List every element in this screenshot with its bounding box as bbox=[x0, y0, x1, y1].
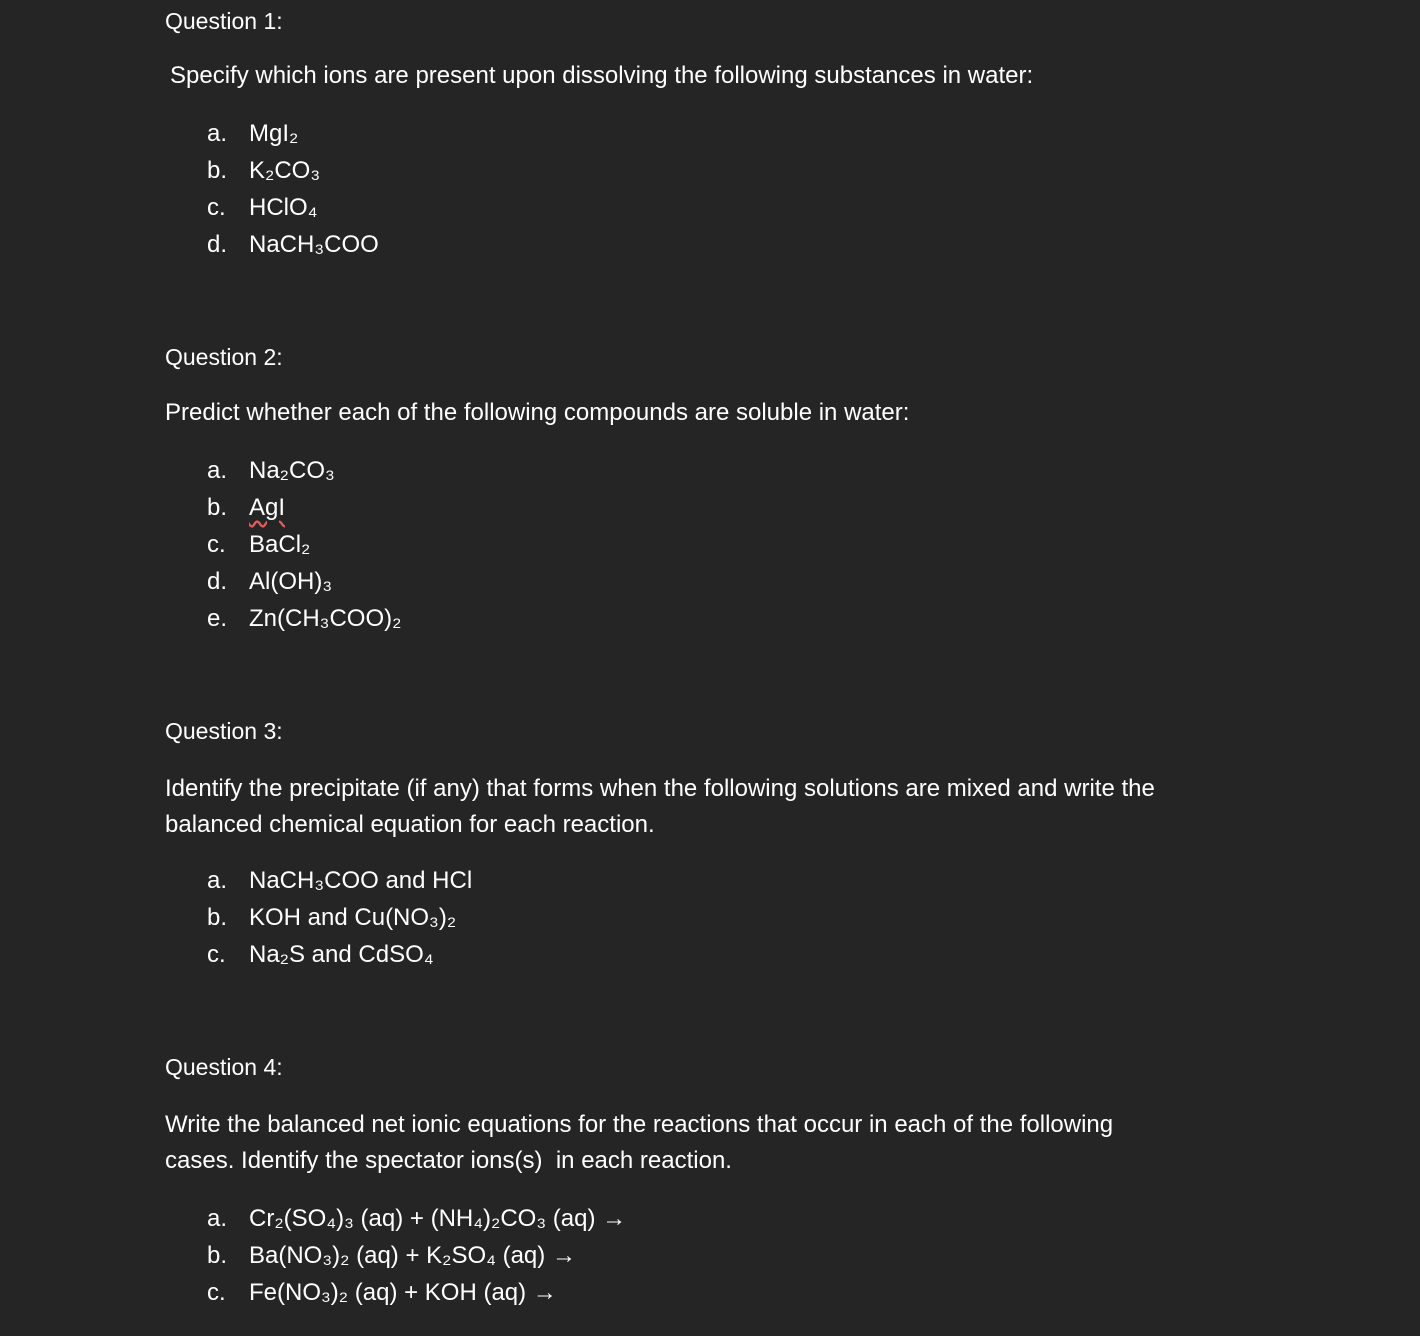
equation: Fe(NO₃)₂ (aq) + KOH (aq) → bbox=[249, 1279, 557, 1306]
equation: Ba(NO₃)₂ (aq) + K₂SO₄ (aq) → bbox=[249, 1242, 576, 1269]
question-1-title: Question 1: bbox=[165, 8, 283, 34]
question-1 bbox=[165, 6, 1285, 258]
question-3-title: Question 3: bbox=[165, 718, 283, 744]
question-1-list bbox=[207, 115, 379, 263]
list-item bbox=[207, 226, 379, 263]
list-item bbox=[207, 1274, 626, 1311]
question-4 bbox=[165, 1052, 1285, 1306]
formula: NaCH₃COO bbox=[249, 231, 379, 258]
list-marker: c. bbox=[207, 531, 226, 558]
question-3 bbox=[165, 716, 1285, 968]
list-marker: e. bbox=[207, 605, 228, 632]
formula: Na₂CO₃ bbox=[249, 457, 335, 484]
question-4-list bbox=[207, 1200, 626, 1311]
list-item bbox=[207, 152, 379, 189]
formula: BaCl₂ bbox=[249, 531, 311, 558]
list-marker: b. bbox=[207, 494, 228, 521]
question-4-title: Question 4: bbox=[165, 1054, 283, 1080]
list-item bbox=[207, 489, 401, 526]
formula: AgI bbox=[249, 494, 286, 521]
list-item bbox=[207, 899, 472, 936]
formula: KOH and Cu(NO₃)₂ bbox=[249, 904, 457, 931]
list-item bbox=[207, 600, 401, 637]
list-marker: a. bbox=[207, 120, 228, 147]
list-marker: c. bbox=[207, 194, 226, 221]
list-item bbox=[207, 1237, 626, 1274]
list-item bbox=[207, 936, 472, 973]
question-2-title: Question 2: bbox=[165, 344, 283, 370]
question-3-prompt-line-1: Identify the precipitate (if any) that forms when the following solutions are mixed and write the bbox=[165, 775, 1155, 802]
list-marker: a. bbox=[207, 457, 228, 484]
list-marker: b. bbox=[207, 1242, 228, 1269]
question-4-prompt-line-1: Write the balanced net ionic equations for the reactions that occur in each of the following bbox=[165, 1111, 1114, 1138]
list-item bbox=[207, 452, 401, 489]
list-item bbox=[207, 1200, 626, 1237]
question-2-list bbox=[207, 452, 401, 637]
list-marker: a. bbox=[207, 867, 228, 894]
list-marker: d. bbox=[207, 231, 228, 258]
list-marker: c. bbox=[207, 941, 226, 968]
list-item bbox=[207, 862, 472, 899]
list-item bbox=[207, 189, 379, 226]
formula: MgI₂ bbox=[249, 120, 299, 147]
question-1-prompt: Specify which ions are present upon dissolving the following substances in water: bbox=[170, 62, 1034, 89]
formula: K₂CO₃ bbox=[249, 157, 321, 184]
list-marker: d. bbox=[207, 568, 228, 595]
question-3-prompt-line-2: balanced chemical equation for each reaction. bbox=[165, 811, 655, 838]
question-2-prompt: Predict whether each of the following compounds are soluble in water: bbox=[165, 399, 910, 426]
equation: Cr₂(SO₄)₃ (aq) + (NH₄)₂CO₃ (aq) → bbox=[249, 1205, 627, 1232]
formula: NaCH₃COO and HCl bbox=[249, 867, 473, 894]
formula: Zn(CH₃COO)₂ bbox=[249, 605, 402, 632]
formula: Na₂S and CdSO₄ bbox=[249, 941, 434, 968]
list-marker: b. bbox=[207, 904, 228, 931]
list-item bbox=[207, 563, 401, 600]
formula: HClO₄ bbox=[249, 194, 318, 221]
question-2 bbox=[165, 342, 1285, 632]
formula: Al(OH)₃ bbox=[249, 568, 333, 595]
list-marker: c. bbox=[207, 1279, 226, 1306]
list-item bbox=[207, 115, 379, 152]
question-4-prompt-line-2: cases. Identify the spectator ions(s) in each reaction. bbox=[165, 1147, 732, 1174]
list-item bbox=[207, 526, 401, 563]
list-marker: b. bbox=[207, 157, 228, 184]
question-3-list bbox=[207, 862, 472, 973]
list-marker: a. bbox=[207, 1205, 228, 1232]
